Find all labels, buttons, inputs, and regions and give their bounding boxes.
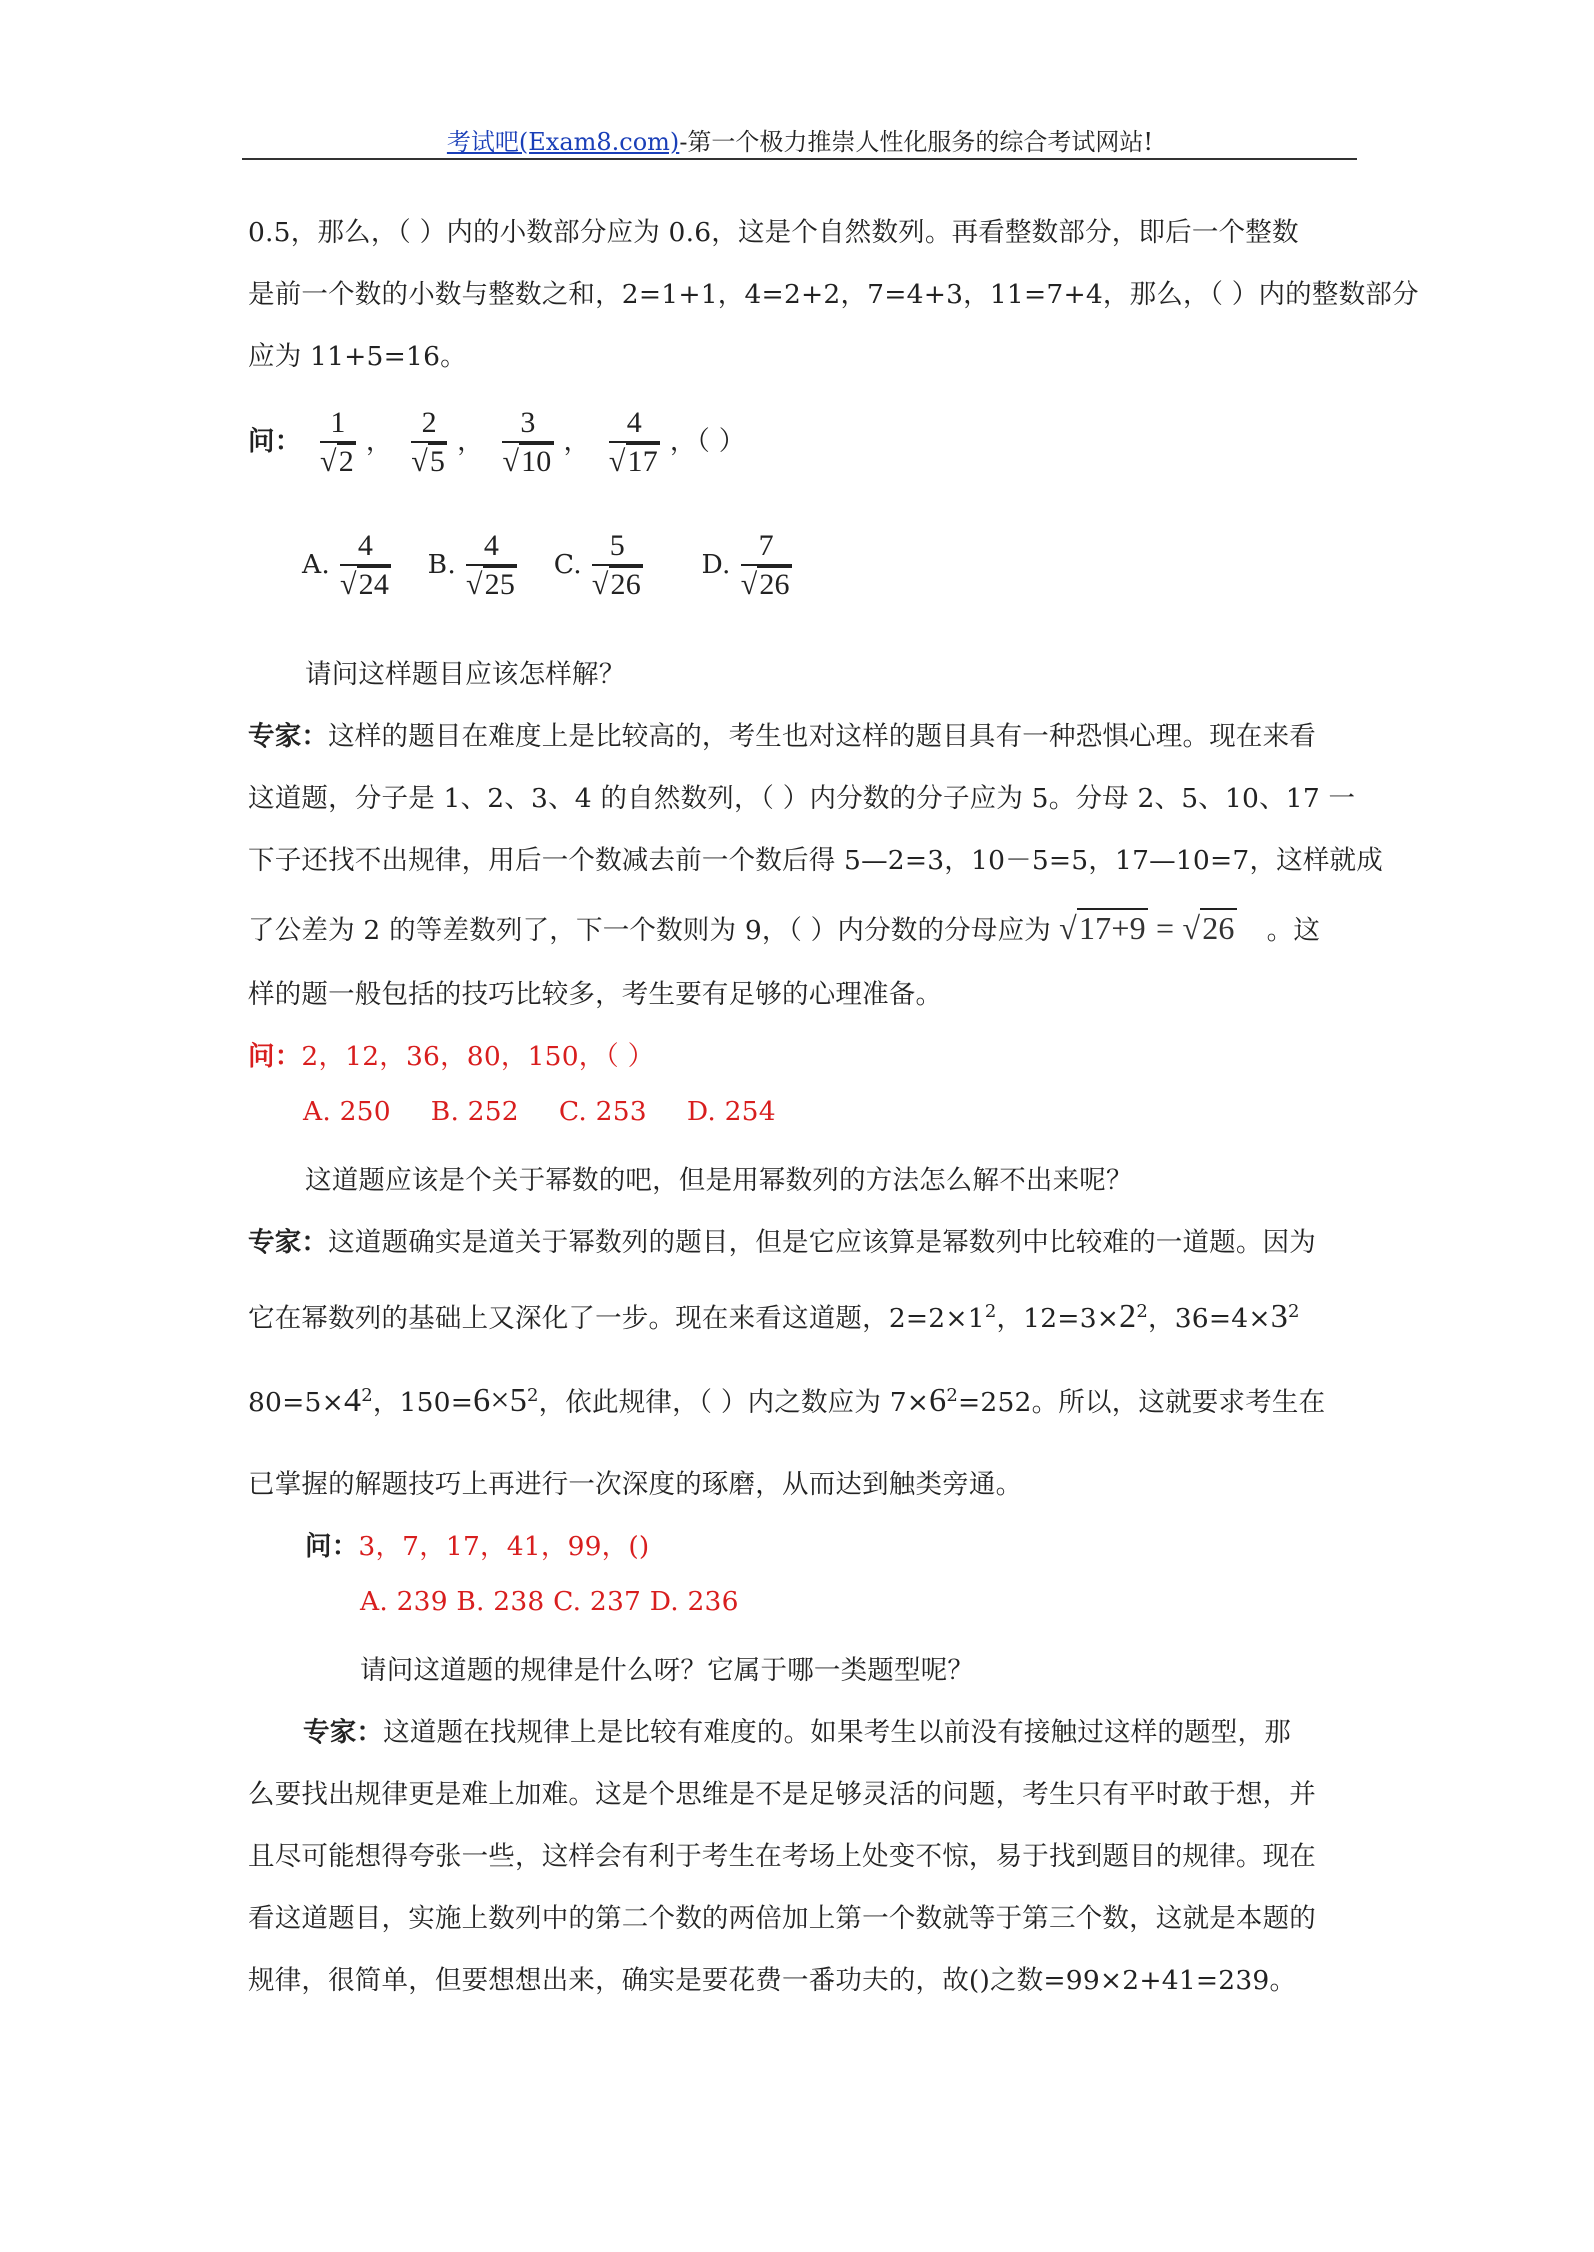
- q3-ask: 请问这道题的规律是什么呀？它属于哪一类题型呢？: [360, 1655, 975, 1686]
- q1-answer-line1: 专家：这样的题目在难度上是比较高的，考生也对这样的题目具有一种恐惧心理。现在来看: [248, 721, 1317, 752]
- q2-answer-line1: 专家：这道题确实是道关于幂数列的题目，但是它应该算是幂数列中比较难的一道题。因为: [248, 1227, 1317, 1258]
- q1-frac-3: $\frac{3}{√10}$: [502, 406, 552, 478]
- q1-expert-label: 专家：: [248, 721, 329, 752]
- q3-sequence: 问：3，7，17，41，99，(): [305, 1531, 650, 1562]
- q3-answer-line1: 专家：这道题在找规律上是比较有难度的。如果考生以前没有接触过这样的题型，那: [303, 1717, 1291, 1748]
- q1-answer-line3: 下子还找不出规律，用后一个数减去前一个数后得 5—2=3，10－5=5，17—10=7，这样就成: [248, 845, 1383, 876]
- q3-expert-label: 专家：: [303, 1717, 384, 1748]
- header-divider: [242, 158, 1357, 160]
- q2-label: 问：: [248, 1041, 302, 1072]
- q1-answer-line2: 这道题，分子是 1、2、3、4 的自然数列，（ ）内分数的分子应为 5。分母 2、5、10、17 一: [248, 783, 1356, 814]
- q1-answer-line5: 样的题一般包括的技巧比较多，考生要有足够的心理准备。: [248, 979, 943, 1010]
- q3-answer-line2: 么要找出规律更是难上加难。这是个思维是不是足够灵活的问题，考生只有平时敢于想，并: [248, 1779, 1316, 1810]
- q1-frac-4: $\frac{4}{√17}$: [608, 406, 658, 478]
- q1-tail: ，（ ）: [669, 426, 746, 457]
- q1-option-a: A. $\frac{4}{√24}$: [302, 529, 390, 601]
- q3-answer-line4: 看这道题目，实施上数列中的第二个数的两倍加上第一个数就等于第三个数，这就是本题的: [248, 1903, 1316, 1934]
- q1-sequence: 问： $\frac{1}{√2}$ ， $\frac{2}{√5}$ ， $\frac{3}{√10}$ ， $\frac{4}{√17}$ ，（ ）: [248, 405, 745, 481]
- q2-option-c: C. 253: [558, 1096, 647, 1127]
- q1-option-d: D. $\frac{7}{√26}$: [701, 529, 790, 601]
- para1-line2: 是前一个数的小数与整数之和，2=1+1，4=2+2，7=4+3，11=7+4，那么，（ ）内的整数部分: [248, 279, 1419, 310]
- q2-answer-line3: $80=5\times 4^2$，$150=6\times 5^2$，依此规律，（ ）内之数应为 $7\times 6^2=252$。所以，这就要求考生在: [248, 1382, 1326, 1419]
- q2-option-a: A. 250: [303, 1096, 391, 1127]
- header-tagline: -第一个极力推崇人性化服务的综合考试网站!: [679, 128, 1154, 156]
- q1-ask: 请问这样题目应该怎样解？: [305, 659, 626, 690]
- para1-line3: 应为 11+5=16。: [248, 341, 467, 372]
- q1-frac-1: $\frac{1}{√2}$: [320, 406, 354, 478]
- q3-answer-line5: 规律，很简单，但要想想出来，确实是要花费一番功夫的，故()之数=99×2+41=239。: [248, 1965, 1297, 1996]
- q3-answer-line3: 且尽可能想得夸张一些，这样会有利于考生在考场上处变不惊，易于找到题目的规律。现在: [248, 1841, 1316, 1872]
- q2-expert-label: 专家：: [248, 1227, 329, 1258]
- para1-line1: 0.5，那么，（ ）内的小数部分应为 0.6，这是个自然数列。再看整数部分，即后一个整数: [248, 217, 1299, 248]
- q1-option-c: C. $\frac{5}{√26}$: [553, 529, 641, 601]
- site-link[interactable]: 考试吧(Exam8.com): [446, 128, 680, 156]
- q1-option-b: B. $\frac{4}{√25}$: [427, 529, 516, 601]
- q3-options: A. 239 B. 238 C. 237 D. 236: [360, 1586, 739, 1617]
- q2-answer-line4: 已掌握的解题技巧上再进行一次深度的琢磨，从而达到触类旁通。: [248, 1469, 1023, 1500]
- q1-answer-line4: 了公差为 2 的等差数列了，下一个数则为 9，（ ）内分数的分母应为 √17+9 = √26 。这: [248, 910, 1321, 946]
- q2-option-b: B. 252: [430, 1096, 519, 1127]
- page-header: [240, 122, 1360, 157]
- q1-frac-2: $\frac{2}{√5}$: [411, 406, 446, 478]
- q2-option-d: D. 254: [686, 1096, 776, 1127]
- q3-label: 问：: [305, 1531, 359, 1562]
- q1-label: 问：: [248, 426, 302, 457]
- q1-options: [302, 528, 820, 604]
- q2-options: [303, 1096, 794, 1127]
- q2-sequence: 问：2，12，36，80，150，（ ）: [248, 1041, 655, 1072]
- q2-answer-line2: 它在幂数列的基础上又深化了一步。现在来看这道题，$2=2\times 1^2$，$12=3\times 2^2$，$36=4\times 3^2$: [248, 1298, 1300, 1335]
- q2-ask: 这道题应该是个关于幂数的吧，但是用幂数列的方法怎么解不出来呢？: [305, 1165, 1133, 1196]
- q1-formula: √17+9 = √26: [1050, 910, 1235, 946]
